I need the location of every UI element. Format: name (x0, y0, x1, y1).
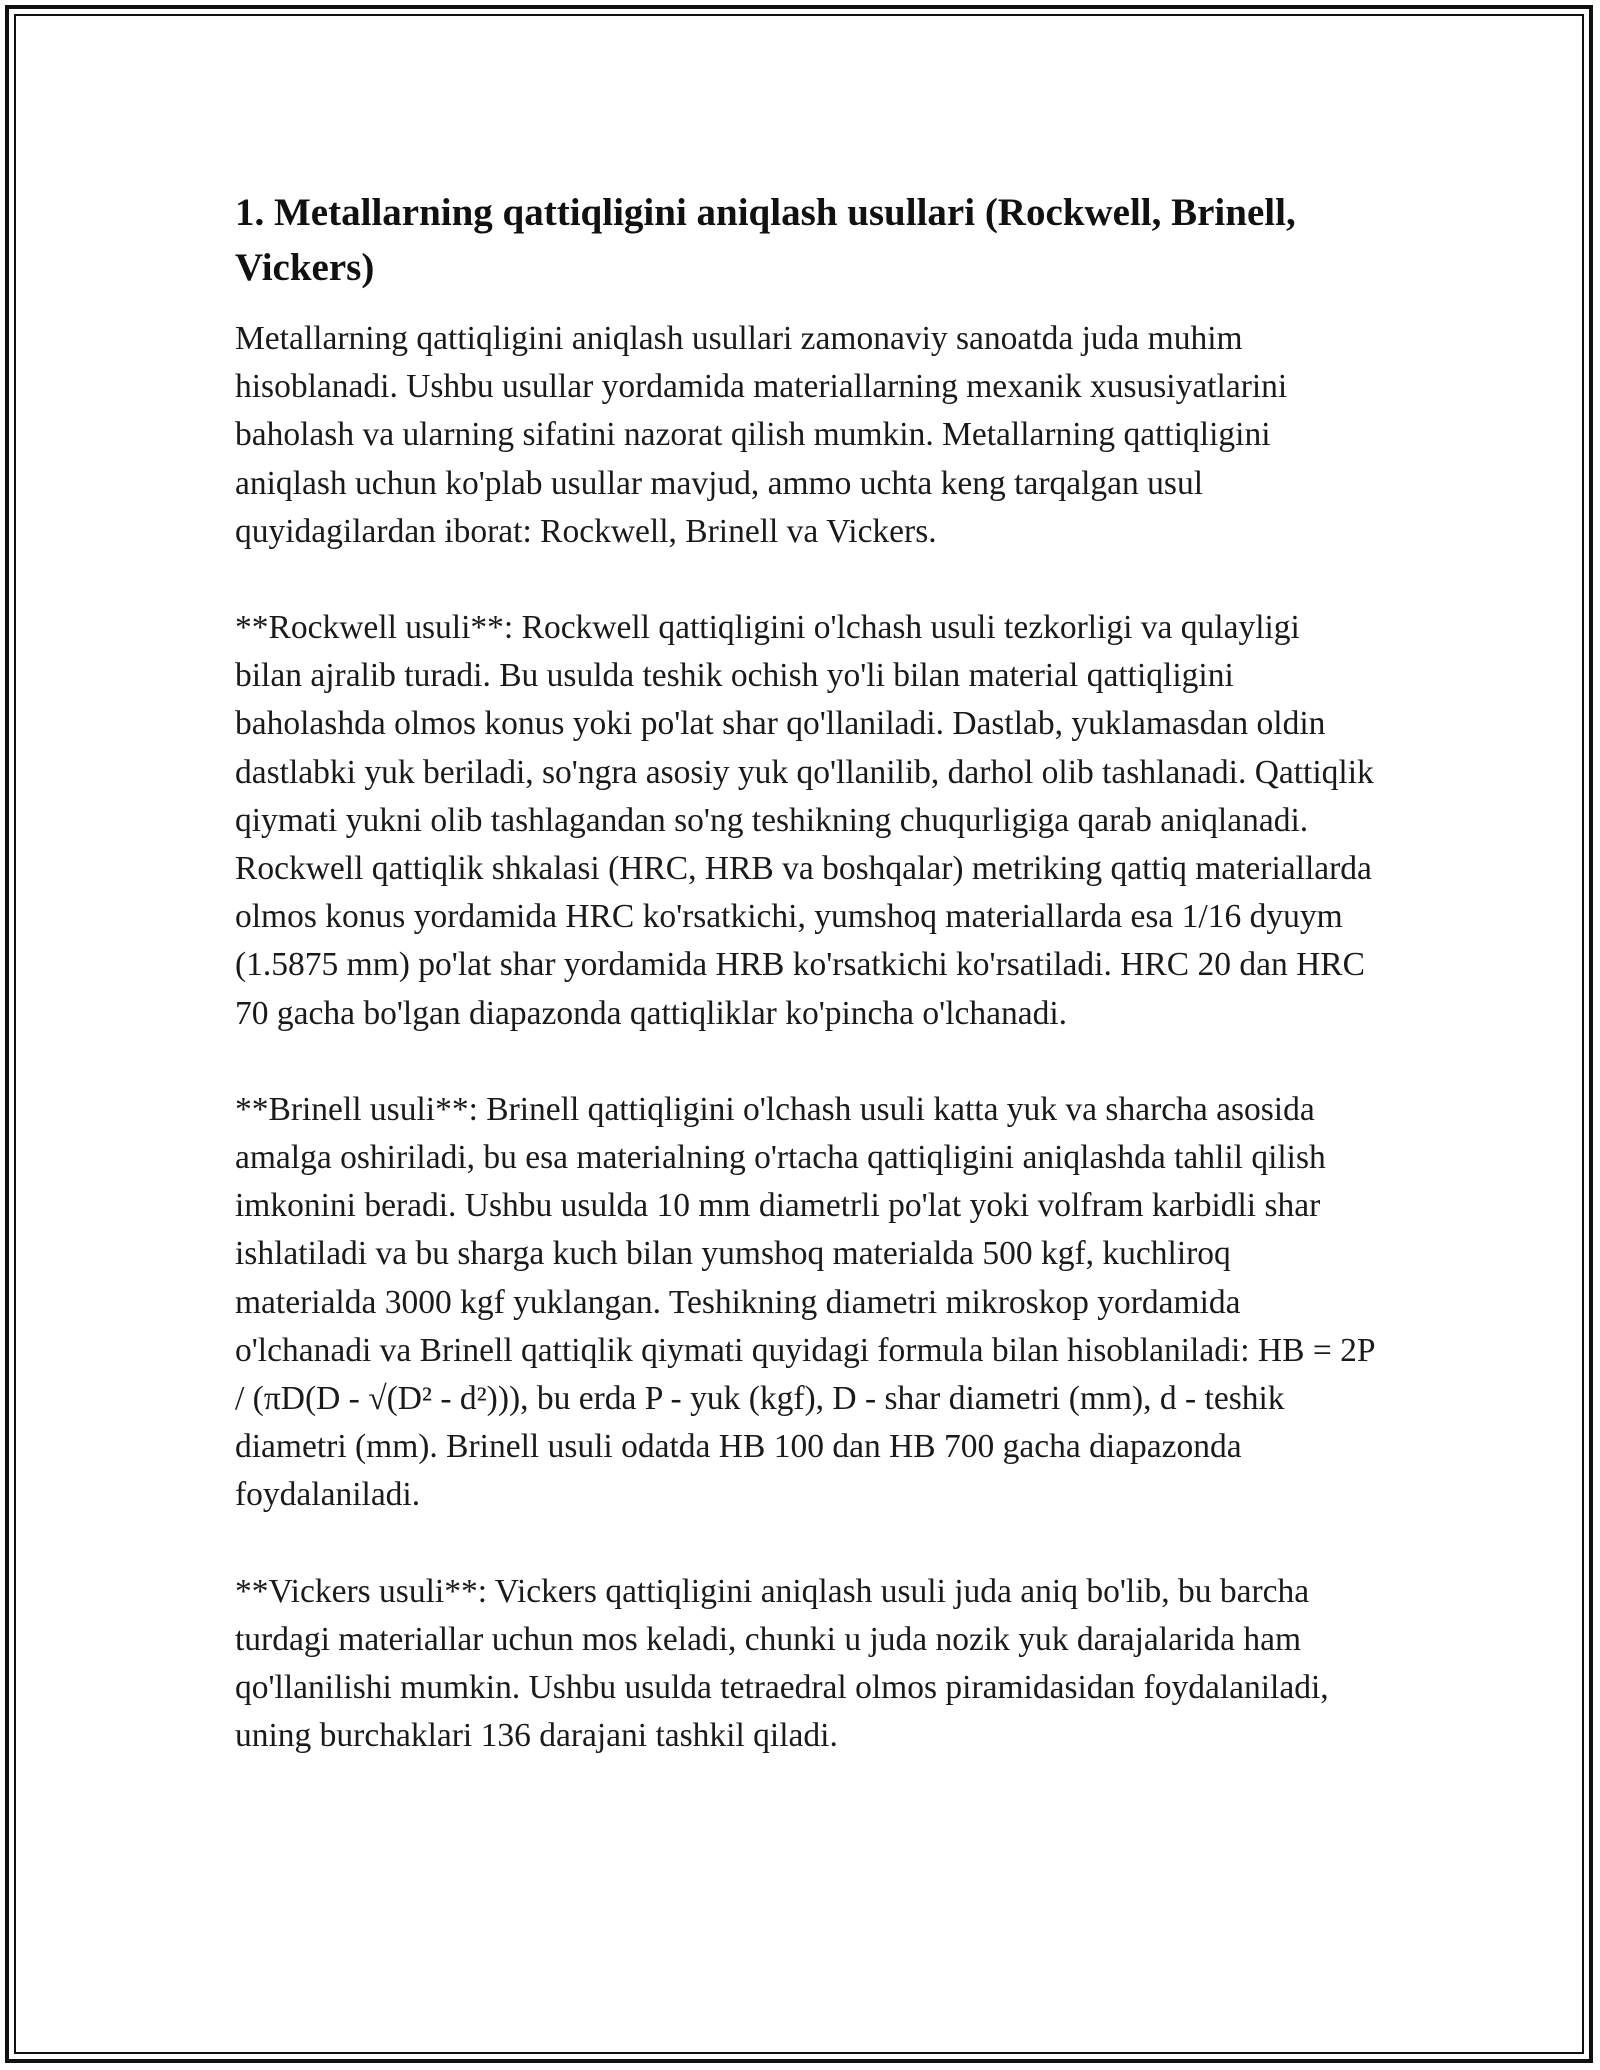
intro-paragraph: Metallarning qattiqligini aniqlash usullari zamonaviy sanoatda juda muhim hisoblanadi. Ushbu usullar yordamida materiallarning mexanik xususiyatlarini baholash va ularning sifatini nazorat qilish mumkin. Metallarning qattiqligini aniqlash uchun ko'plab usullar mavjud, ammo uchta keng tarqalgan usul quyidagilardan iborat: Rockwell, Brinell va Vickers. (235, 320, 1288, 550)
vickers-paragraph: **Vickers usuli**: Vickers qattiqligini aniqlash usuli juda aniq bo'lib, bu barcha turdagi materiallar uchun mos keladi, chunki u juda nozik yuk darajalarida ham qo'llanilishi mumkin. Ushbu usulda tetraedral olmos piramidasidan foydalaniladi, uning burchaklari 136 darajani tashkil qiladi. (235, 1572, 1329, 1755)
document-body (235, 185, 1375, 1808)
page-title: 1. Metallarning qattiqligini aniqlash usullari (Rockwell, Brinell, Vickers) (235, 191, 1296, 289)
brinell-paragraph: **Brinell usuli**: Brinell qattiqligini o'lchash usuli katta yuk va sharcha asosida amalga oshiriladi, bu esa materialning o'rtacha qattiqligini aniqlashda tahlil qilish imkonini beradi. Ushbu usulda 10 mm diametrli po'lat yoki volfram karbidli shar ishlatiladi va bu sharga kuch bilan yumshoq materialda 500 kgf, kuchliroq materialda 3000 kgf yuklangan. Teshikning diametri mikroskop yordamida o'lchanadi va Brinell qattiqlik qiymati quyidagi formula bilan hisoblaniladi: HB = 2P / (πD(D - √(D² - d²))), bu erda P - yuk (kgf), D - shar diametri (mm), d - teshik diametri (mm). Brinell usuli odatda HB 100 dan HB 700 gacha diapazonda foydalaniladi. (235, 1090, 1375, 1514)
rockwell-paragraph: **Rockwell usuli**: Rockwell qattiqligini o'lchash usuli tezkorligi va qulayligi bilan ajralib turadi. Bu usulda teshik ochish yo'li bilan material qattiqligini baholashda olmos konus yoki po'lat shar qo'llaniladi. Dastlab, yuklamasdan oldin dastlabki yuk beriladi, so'ngra asosiy yuk qo'llanilib, darhol olib tashlanadi. Qattiqlik qiymati yukni olib tashlagandan so'ng teshikning chuqurligiga qarab aniqlanadi. Rockwell qattiqlik shkalasi (HRC, HRB va boshqalar) metriking qattiq materiallarda olmos konus yordamida HRC ko'rsatkichi, yumshoq materiallarda esa 1/16 dyuym (1.5875 mm) po'lat shar yordamida HRB ko'rsatkichi ko'rsatiladi. HRC 20 dan HRC 70 gacha bo'lgan diapazonda qattiqliklar ko'pincha o'lchanadi. (235, 609, 1374, 1032)
